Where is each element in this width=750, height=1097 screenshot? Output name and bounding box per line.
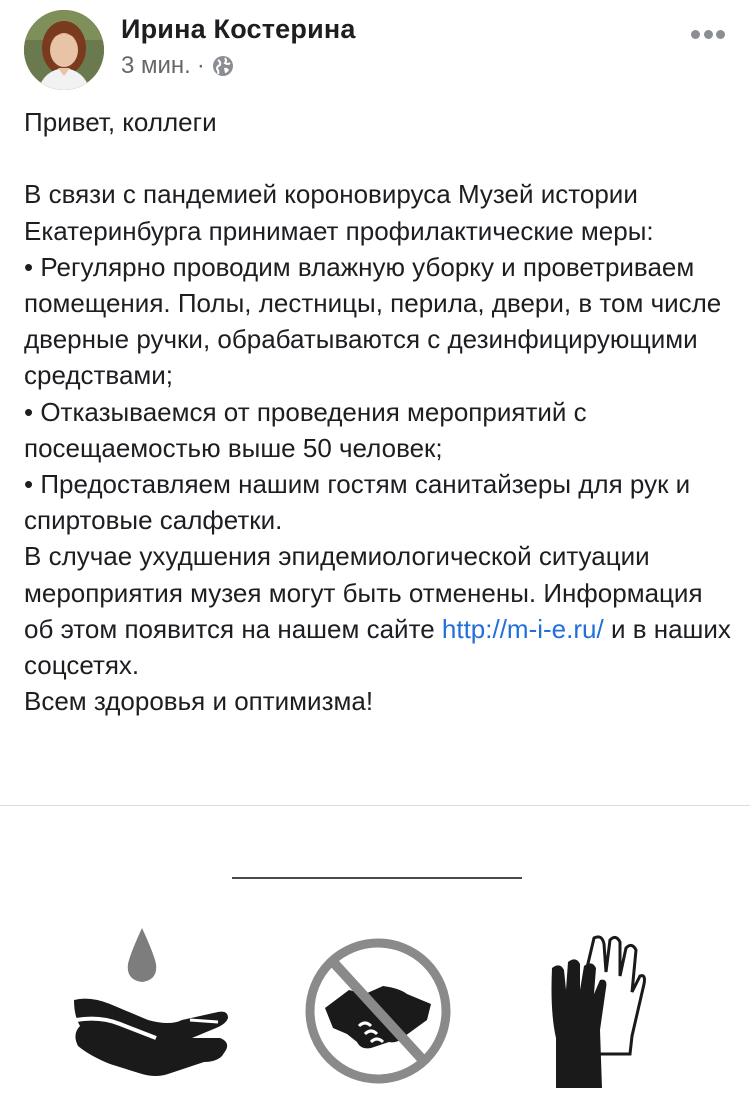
more-options-icon[interactable] xyxy=(688,22,728,46)
after-link-text: и в наших соцсетях. xyxy=(24,613,731,681)
hand-with-drop-icon xyxy=(70,924,234,1094)
intro-paragraph: В связи с пандемией короновируса Музей истории Екатеринбурга принимает профилактические меры: xyxy=(24,179,654,246)
gloves-icon xyxy=(546,932,646,1092)
bullet-sanitizers: • Предоставляем нашим гостям санитайзеры для рук и спиртовые салфетки. xyxy=(24,469,691,536)
info-text: В случае ухудшения эпидемиологической ситуации мероприятия музея могут быть отменены. Информация об этом появится на нашем сайте xyxy=(24,541,703,644)
bullet-events: • Отказываемся от проведения мероприятий с посещаемостью выше 50 человек; xyxy=(24,396,587,463)
meta-separator: · xyxy=(196,52,205,79)
image-rule xyxy=(232,877,522,879)
post-time[interactable]: 3 мин. xyxy=(121,52,191,79)
avatar[interactable] xyxy=(24,10,104,90)
post-meta xyxy=(121,52,235,80)
post-image[interactable] xyxy=(0,806,750,1097)
blank-line xyxy=(24,140,734,176)
no-handshake-icon xyxy=(305,938,451,1084)
greeting-paragraph: Привет, коллеги xyxy=(24,107,217,137)
post-text xyxy=(24,104,734,719)
closing-paragraph: Всем здоровья и оптимизма! xyxy=(24,686,374,717)
globe-icon[interactable] xyxy=(211,54,235,78)
website-link[interactable]: http://m-i-e.ru/ xyxy=(441,613,604,644)
post-header xyxy=(24,10,728,94)
info-paragraph xyxy=(24,538,734,683)
author-name[interactable]: Ирина Костерина xyxy=(121,14,356,44)
avatar-photo xyxy=(24,10,104,90)
bullet-cleaning: • Регулярно проводим влажную уборку и проветриваем помещения. Полы, лестницы, перила, двери, в том числе дверные ручки, обрабатываются с дезинфицирующими средствами; xyxy=(24,251,722,391)
